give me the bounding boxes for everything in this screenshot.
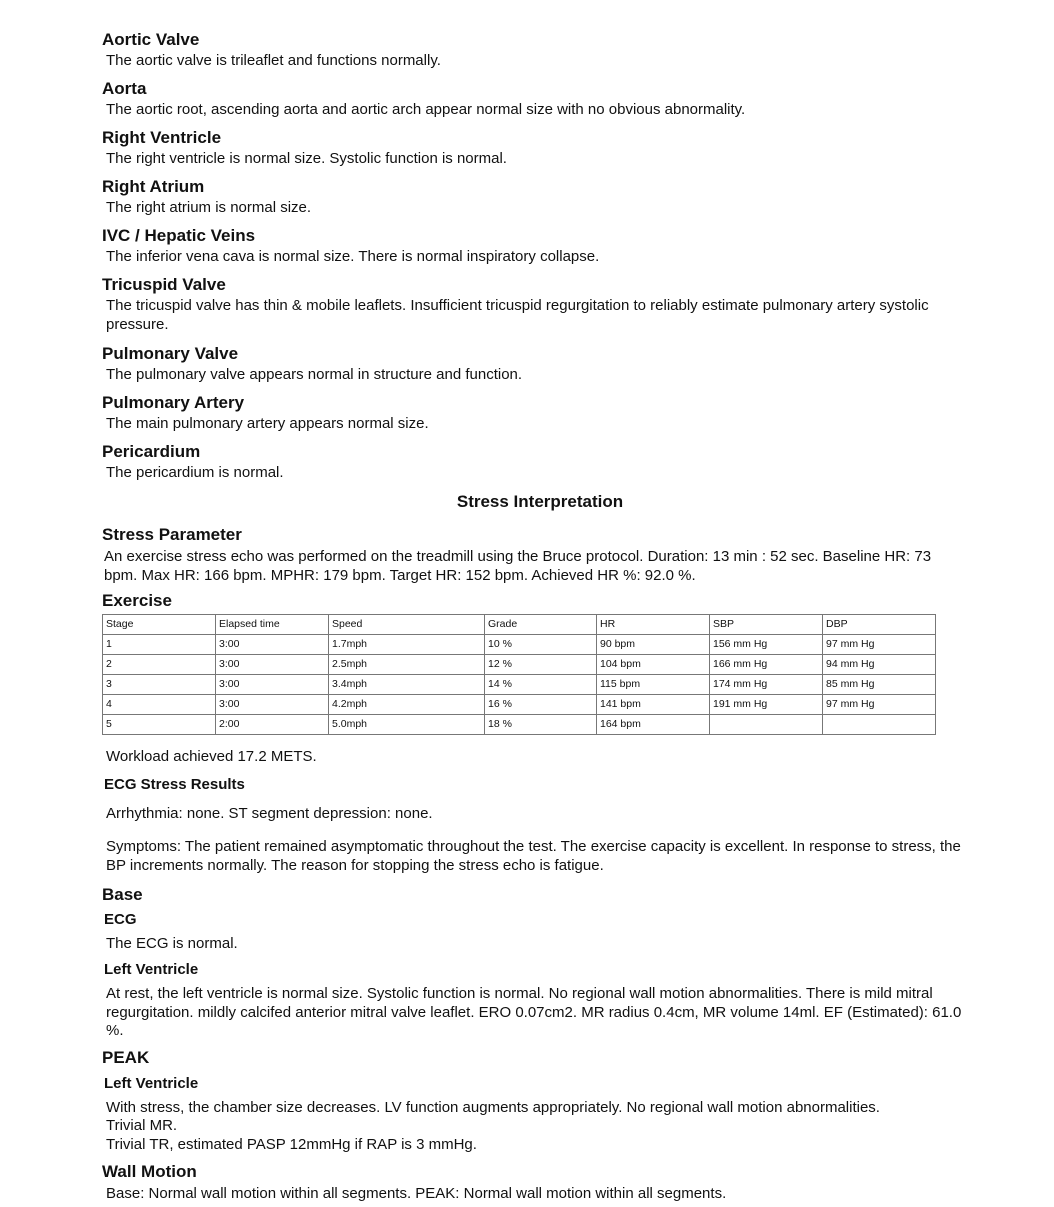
ivc-hepatic-veins-text: The inferior vena cava is normal size. There is normal inspiratory collapse.: [106, 248, 600, 265]
table-cell: 2:00: [216, 715, 329, 735]
aortic-valve-title: Aortic Valve: [102, 30, 200, 49]
right-atrium-text: The right atrium is normal size.: [106, 199, 312, 216]
table-cell: [823, 715, 936, 735]
aorta-title: Aorta: [102, 79, 147, 98]
pulmonary-valve-text: The pulmonary valve appears normal in structure and function.: [106, 366, 523, 383]
table-cell: 18 %: [485, 715, 597, 735]
table-cell: 10 %: [485, 635, 597, 655]
table-cell: 156 mm Hg: [710, 635, 823, 655]
aortic-valve-text: The aortic valve is trileaflet and functions normally.: [106, 52, 441, 69]
wall-motion-title: Wall Motion: [102, 1162, 197, 1181]
table-cell: [710, 715, 823, 735]
table-header-row: [103, 615, 936, 635]
table-cell: 3: [103, 675, 216, 695]
table-cell: 97 mm Hg: [823, 635, 936, 655]
tricuspid-valve-title: Tricuspid Valve: [102, 275, 226, 294]
arrhythmia-text: Arrhythmia: none. ST segment depression: none.: [106, 805, 433, 822]
table-row: [103, 635, 936, 655]
table-cell: 5.0mph: [329, 715, 485, 735]
table-cell: 104 bpm: [597, 655, 710, 675]
table-cell: 1: [103, 635, 216, 655]
peak-lv-line2: Trivial MR.: [106, 1117, 178, 1134]
pericardium-text: The pericardium is normal.: [106, 464, 284, 481]
table-cell: 4.2mph: [329, 695, 485, 715]
pulmonary-artery-title: Pulmonary Artery: [102, 393, 245, 412]
base-lv-title: Left Ventricle: [104, 961, 199, 978]
header-cell: Grade: [485, 615, 597, 635]
table-row: [103, 655, 936, 675]
stress-interpretation-heading: Stress Interpretation: [456, 492, 624, 511]
table-cell: 115 bpm: [597, 675, 710, 695]
workload-text: Workload achieved 17.2 METS.: [106, 748, 317, 765]
pulmonary-valve-title: Pulmonary Valve: [102, 344, 239, 363]
peak-lv-line3: Trivial TR, estimated PASP 12mmHg if RAP is 3 mmHg.: [106, 1136, 477, 1153]
table-cell: 4: [103, 695, 216, 715]
right-ventricle-title: Right Ventricle: [102, 128, 222, 147]
table-cell: 14 %: [485, 675, 597, 695]
table-cell: 12 %: [485, 655, 597, 675]
table-cell: 164 bpm: [597, 715, 710, 735]
table-cell: 174 mm Hg: [710, 675, 823, 695]
table-cell: 2.5mph: [329, 655, 485, 675]
header-cell: Speed: [329, 615, 485, 635]
table-cell: 97 mm Hg: [823, 695, 936, 715]
symptoms-text: Symptoms: The patient remained asymptomatic throughout the test. The exercise capacity is excellent. In response to stress, the BP increments normally. The reason for stopping the stress echo is fatigue.: [106, 838, 961, 874]
ecg-stress-results-title: ECG Stress Results: [104, 776, 245, 793]
pulmonary-artery-text: The main pulmonary artery appears normal size.: [106, 415, 429, 432]
pericardium-title: Pericardium: [102, 442, 201, 461]
base-ecg-text: The ECG is normal.: [106, 935, 238, 952]
table-row: [103, 675, 936, 695]
table-cell: 3:00: [216, 635, 329, 655]
exercise-title: Exercise: [102, 591, 172, 610]
base-lv-text: At rest, the left ventricle is normal size. Systolic function is normal. No regional wall motion abnormalities. There is mild mitral regurgitation. mildly calcifed anterior mitral valve leaflet. ERO 0.07cm2. MR radius 0.4cm, MR volume 14ml. EF (Estimated): 61.0 %.: [106, 985, 962, 1039]
table-row: [103, 715, 936, 735]
wall-motion-text: Base: Normal wall motion within all segments. PEAK: Normal wall motion within all segments.: [106, 1185, 727, 1202]
peak-title: PEAK: [102, 1048, 150, 1067]
base-ecg-title: ECG: [104, 911, 137, 928]
table-cell: 3:00: [216, 695, 329, 715]
table-cell: 16 %: [485, 695, 597, 715]
aorta-text: The aortic root, ascending aorta and aortic arch appear normal size with no obvious abnormality.: [106, 101, 746, 118]
peak-lv-line1: With stress, the chamber size decreases. LV function augments appropriately. No regional wall motion abnormalities.: [106, 1099, 880, 1116]
table-cell: 5: [103, 715, 216, 735]
table-cell: 85 mm Hg: [823, 675, 936, 695]
table-cell: 166 mm Hg: [710, 655, 823, 675]
header-cell: DBP: [823, 615, 936, 635]
right-atrium-title: Right Atrium: [102, 177, 205, 196]
exercise-table: [102, 614, 936, 735]
stress-parameter-title: Stress Parameter: [102, 525, 242, 544]
table-row: [103, 695, 936, 715]
base-title: Base: [102, 885, 143, 904]
table-cell: 94 mm Hg: [823, 655, 936, 675]
tricuspid-valve-text: The tricuspid valve has thin & mobile leaflets. Insufficient tricuspid regurgitation to reliably estimate pulmonary artery systolic pressure.: [106, 297, 929, 333]
stress-parameter-text: An exercise stress echo was performed on the treadmill using the Bruce protocol. Duration: 13 min : 52 sec. Baseline HR: 73 bpm. Max HR: 166 bpm. MPHR: 179 bpm. Target HR: 152 bpm. Achieved HR %: 92.0 %.: [104, 548, 932, 584]
ivc-hepatic-veins-title: IVC / Hepatic Veins: [102, 226, 256, 245]
table-cell: 2: [103, 655, 216, 675]
table-cell: 191 mm Hg: [710, 695, 823, 715]
table-cell: 141 bpm: [597, 695, 710, 715]
table-cell: 90 bpm: [597, 635, 710, 655]
table-cell: 3.4mph: [329, 675, 485, 695]
header-cell: Stage: [103, 615, 216, 635]
right-ventricle-text: The right ventricle is normal size. Systolic function is normal.: [106, 150, 507, 167]
table-cell: 3:00: [216, 655, 329, 675]
header-cell: SBP: [710, 615, 823, 635]
header-cell: HR: [597, 615, 710, 635]
header-cell: Elapsed time: [216, 615, 329, 635]
peak-lv-title: Left Ventricle: [104, 1075, 199, 1092]
table-cell: 1.7mph: [329, 635, 485, 655]
table-cell: 3:00: [216, 675, 329, 695]
